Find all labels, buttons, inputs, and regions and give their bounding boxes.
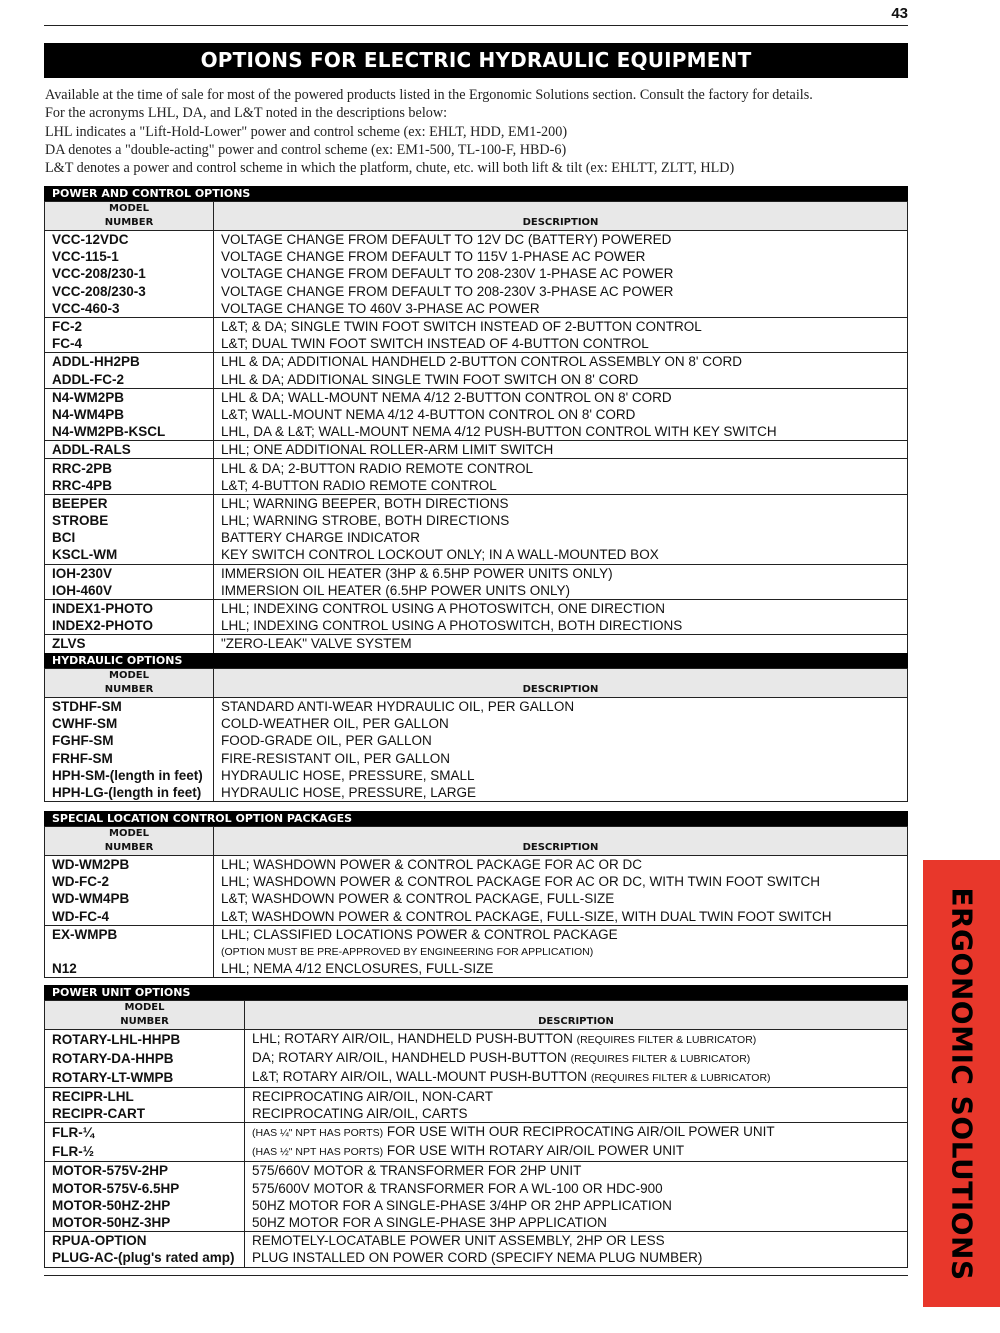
- model-number-cell: VCC-460-3: [45, 300, 214, 318]
- description-text: HYDRAULIC HOSE, PRESSURE, SMALL: [221, 767, 475, 783]
- description-cell: [214, 283, 908, 300]
- table-row: [45, 388, 908, 406]
- description-text: L&T; DUAL TWIN FOOT SWITCH INSTEAD OF 4-BUTTON CONTROL: [221, 336, 649, 352]
- description-text: VOLTAGE CHANGE FROM DEFAULT TO 115V 1-PHASE AC POWER: [221, 249, 646, 265]
- description-cell: [214, 423, 908, 441]
- section-power-control-options: [44, 186, 908, 654]
- model-number-cell: WD-WM2PB: [45, 856, 214, 874]
- description-cell: [245, 1232, 908, 1250]
- table-row: [45, 784, 908, 802]
- table-row: [45, 635, 908, 653]
- table-header-row: [45, 1001, 908, 1030]
- table-row: [45, 423, 908, 441]
- model-header-line: MODEL: [109, 203, 149, 214]
- description-cell: [214, 564, 908, 582]
- table-row: [45, 335, 908, 353]
- description-cell: [214, 265, 908, 282]
- description-text: STANDARD ANTI-WEAR HYDRAULIC OIL, PER GALLON: [221, 699, 575, 715]
- model-number-cell: RPUA-OPTION: [45, 1232, 245, 1250]
- side-tab: [923, 860, 1000, 1307]
- description-cell: [214, 441, 908, 459]
- table-row: [45, 1197, 908, 1214]
- model-number-cell: VCC-12VDC: [45, 231, 214, 249]
- model-header-line: NUMBER: [104, 684, 154, 695]
- intro-text: [45, 86, 915, 177]
- model-number-cell: FLR-¼: [45, 1123, 245, 1143]
- section-header: POWER UNIT OPTIONS: [44, 985, 908, 1000]
- section-special-location-packages: [44, 811, 908, 978]
- description-text: L&T; ROTARY AIR/OIL, WALL-MOUNT PUSH-BUTTON: [252, 1069, 588, 1084]
- table-row: [45, 715, 908, 732]
- table-row: [45, 1105, 908, 1123]
- table-row: [45, 406, 908, 423]
- table-header-row: [45, 669, 908, 698]
- intro-line: For the acronyms LHL, DA, and L&T noted in the descriptions below:: [45, 105, 448, 122]
- model-number-cell: RECIPR-CART: [45, 1105, 245, 1123]
- model-header-line: NUMBER: [104, 842, 154, 853]
- description-text: LHL; INDEXING CONTROL USING A PHOTOSWITCH, BOTH DIRECTIONS: [221, 618, 683, 634]
- model-number-header: [45, 202, 214, 231]
- options-table: [44, 668, 908, 802]
- model-number-cell: ROTARY-DA-HHPB: [45, 1049, 245, 1068]
- description-text: LHL; CLASSIFIED LOCATIONS POWER & CONTROL PACKAGE: [221, 926, 618, 942]
- description-cell: [245, 1162, 908, 1180]
- description-cell: [214, 512, 908, 529]
- table-row: [45, 960, 908, 978]
- table-row: [45, 248, 908, 265]
- table-row: [45, 512, 908, 529]
- section-header: SPECIAL LOCATION CONTROL OPTION PACKAGES: [44, 811, 908, 826]
- model-number-cell: HPH-LG-(length in feet): [45, 784, 214, 802]
- description-cell: [214, 908, 908, 926]
- table-row: [45, 494, 908, 512]
- table-row: [45, 582, 908, 600]
- description-header: DESCRIPTION: [214, 827, 908, 856]
- description-text: (OPTION MUST BE PRE-APPROVED BY ENGINEERING FOR APPLICATION): [221, 945, 594, 958]
- description-text: LHL; WARNING BEEPER, BOTH DIRECTIONS: [221, 495, 509, 511]
- description-cell: [214, 335, 908, 353]
- intro-line: DA denotes a "double-acting" power and control scheme (ex: EM1-500, TL-100-F, HBD-6): [45, 141, 567, 158]
- model-number-cell: ROTARY-LT-WMPB: [45, 1068, 245, 1088]
- model-number-cell: PLUG-AC-(plug's rated amp): [45, 1249, 245, 1267]
- description-cell: [214, 546, 908, 564]
- description-cell: [214, 767, 908, 784]
- table-row: [45, 943, 908, 960]
- table-row: [45, 1068, 908, 1088]
- description-text: LHL; WASHDOWN POWER & CONTROL PACKAGE FOR AC OR DC, WITH TWIN FOOT SWITCH: [221, 874, 821, 890]
- description-cell: [245, 1142, 908, 1162]
- table-row: [45, 925, 908, 943]
- description-text: L&T; WALL-MOUNT NEMA 4/12 4-BUTTON CONTROL ON 8' CORD: [221, 406, 636, 422]
- options-table: [44, 201, 908, 654]
- model-number-cell: N4-WM4PB: [45, 406, 214, 423]
- model-number-cell: WD-FC-2: [45, 873, 214, 890]
- description-text: 50HZ MOTOR FOR A SINGLE-PHASE 3/4HP OR 2HP APPLICATION: [252, 1197, 672, 1213]
- model-number-cell: FLR-½: [45, 1142, 245, 1162]
- description-text: VOLTAGE CHANGE FROM DEFAULT TO 12V DC (BATTERY) POWERED: [221, 232, 672, 248]
- table-row: [45, 1232, 908, 1250]
- description-header: DESCRIPTION: [214, 669, 908, 698]
- description-text: HYDRAULIC HOSE, PRESSURE, LARGE: [221, 785, 477, 801]
- description-cell: [214, 494, 908, 512]
- intro-line: Available at the time of sale for most of the powered products listed in the Ergonomic Solutions section. Consult the factory for details.: [45, 87, 813, 103]
- description-text: FOOD-GRADE OIL, PER GALLON: [221, 733, 432, 749]
- table-row: [45, 750, 908, 767]
- table-row: [45, 856, 908, 874]
- port-size-note: (HAS ½" NPT HAS PORTS): [252, 1146, 384, 1159]
- table-row: [45, 564, 908, 582]
- table-row: [45, 599, 908, 617]
- description-cell: [214, 248, 908, 265]
- model-number-cell: ADDL-HH2PB: [45, 353, 214, 371]
- table-row: [45, 873, 908, 890]
- table-header-row: [45, 827, 908, 856]
- model-number-cell: KSCL-WM: [45, 546, 214, 564]
- description-text: VOLTAGE CHANGE FROM DEFAULT TO 208-230V 3-PHASE AC POWER: [221, 283, 674, 299]
- table-row: [45, 283, 908, 300]
- model-header-line: NUMBER: [120, 1016, 169, 1027]
- model-number-cell: MOTOR-575V-6.5HP: [45, 1180, 245, 1197]
- description-text: L&T; & DA; SINGLE TWIN FOOT SWITCH INSTEAD OF 2-BUTTON CONTROL: [221, 319, 702, 335]
- table-row: [45, 732, 908, 749]
- description-cell: [214, 477, 908, 495]
- model-number-cell: IOH-230V: [45, 564, 214, 582]
- port-size-note: (HAS ¼" NPT HAS PORTS): [252, 1127, 384, 1140]
- description-cell: [214, 925, 908, 943]
- table-row: [45, 890, 908, 907]
- model-number-cell: EX-WMPB: [45, 925, 214, 943]
- description-header: DESCRIPTION: [245, 1001, 908, 1030]
- description-text: VOLTAGE CHANGE FROM DEFAULT TO 208-230V 1-PHASE AC POWER: [221, 266, 674, 282]
- description-cell: [214, 599, 908, 617]
- model-number-cell: ADDL-RALS: [45, 441, 214, 459]
- page-number: 43: [891, 5, 908, 22]
- description-text: 575/600V MOTOR & TRANSFORMER FOR A WL-100 OR HDC-900: [252, 1180, 663, 1196]
- description-cell: [214, 231, 908, 249]
- model-number-cell: ZLVS: [45, 635, 214, 653]
- description-text: L&T; 4-BUTTON RADIO REMOTE CONTROL: [221, 477, 497, 493]
- options-table: [44, 1000, 908, 1268]
- table-row: [45, 1088, 908, 1106]
- model-number-cell: WD-FC-4: [45, 908, 214, 926]
- model-header-line: NUMBER: [104, 217, 154, 228]
- description-cell: [214, 750, 908, 767]
- description-cell: [245, 1249, 908, 1267]
- description-cell: [214, 784, 908, 802]
- model-number-header: [45, 669, 214, 698]
- options-table: [44, 826, 908, 978]
- table-row: [45, 617, 908, 635]
- model-number-cell: ROTARY-LHL-HHPB: [45, 1030, 245, 1050]
- table-row: [45, 459, 908, 477]
- description-text: FOR USE WITH ROTARY AIR/OIL POWER UNIT: [386, 1143, 685, 1159]
- table-row: [45, 908, 908, 926]
- requirement-note: (REQUIRES FILTER & LUBRICATOR): [576, 1034, 757, 1046]
- section-hydraulic-options: [44, 653, 908, 802]
- model-number-cell: CWHF-SM: [45, 715, 214, 732]
- model-number-cell: INDEX1-PHOTO: [45, 599, 214, 617]
- table-row: [45, 1214, 908, 1232]
- description-text: LHL; ONE ADDITIONAL ROLLER-ARM LIMIT SWITCH: [221, 442, 554, 458]
- table-row: [45, 371, 908, 389]
- description-cell: [245, 1105, 908, 1123]
- model-header-line: MODEL: [109, 828, 149, 839]
- description-text: "ZERO-LEAK" VALVE SYSTEM: [221, 636, 412, 652]
- description-text: LHL, DA & L&T; WALL-MOUNT NEMA 4/12 PUSH-BUTTON CONTROL WITH KEY SWITCH: [221, 424, 777, 440]
- description-text: LHL; WARNING STROBE, BOTH DIRECTIONS: [221, 513, 510, 529]
- model-number-cell: IOH-460V: [45, 582, 214, 600]
- description-cell: [245, 1214, 908, 1232]
- description-cell: [214, 300, 908, 318]
- model-number-cell: VCC-208/230-3: [45, 283, 214, 300]
- description-text: L&T; WASHDOWN POWER & CONTROL PACKAGE, FULL-SIZE, WITH DUAL TWIN FOOT SWITCH: [221, 908, 832, 924]
- model-number-cell: MOTOR-50HZ-2HP: [45, 1197, 245, 1214]
- table-row: [45, 1049, 908, 1068]
- table-row: [45, 1180, 908, 1197]
- description-cell: [214, 960, 908, 978]
- intro-line: LHL indicates a "Lift-Hold-Lower" power and control scheme (ex: EHLT, HDD, EM1-200): [45, 123, 568, 140]
- description-text: LHL; WASHDOWN POWER & CONTROL PACKAGE FOR AC OR DC: [221, 857, 643, 873]
- table-row: [45, 1030, 908, 1050]
- description-text: FOR USE WITH OUR RECIPROCATING AIR/OIL POWER UNIT: [386, 1124, 775, 1140]
- description-cell: [245, 1088, 908, 1106]
- section-header: HYDRAULIC OPTIONS: [44, 653, 908, 668]
- table-row: [45, 1249, 908, 1267]
- description-cell: [214, 715, 908, 732]
- description-cell: [245, 1030, 908, 1050]
- description-text: 50HZ MOTOR FOR A SINGLE-PHASE 3HP APPLICATION: [252, 1215, 607, 1231]
- description-text: KEY SWITCH CONTROL LOCKOUT ONLY; IN A WALL-MOUNTED BOX: [221, 547, 659, 563]
- bottom-rule: [44, 1275, 908, 1276]
- model-number-cell: RRC-4PB: [45, 477, 214, 495]
- description-cell: [214, 856, 908, 874]
- table-row: [45, 1142, 908, 1162]
- model-number-cell: N4-WM2PB: [45, 388, 214, 406]
- model-number-cell: HPH-SM-(length in feet): [45, 767, 214, 784]
- description-cell: [214, 617, 908, 635]
- description-cell: [245, 1180, 908, 1197]
- model-number-cell: RRC-2PB: [45, 459, 214, 477]
- table-row: [45, 265, 908, 282]
- description-text: IMMERSION OIL HEATER (6.5HP POWER UNITS ONLY): [221, 582, 571, 598]
- model-header-line: MODEL: [109, 670, 149, 681]
- description-text: PLUG INSTALLED ON POWER CORD (SPECIFY NEMA PLUG NUMBER): [252, 1250, 703, 1266]
- top-rule: [44, 25, 908, 26]
- description-text: LHL & DA; ADDITIONAL HANDHELD 2-BUTTON CONTROL ASSEMBLY ON 8' CORD: [221, 354, 742, 370]
- table-row: [45, 529, 908, 546]
- description-text: DA; ROTARY AIR/OIL, HANDHELD PUSH-BUTTON: [252, 1050, 567, 1065]
- model-number-cell: FC-4: [45, 335, 214, 353]
- model-number-cell: N4-WM2PB-KSCL: [45, 423, 214, 441]
- description-text: LHL; NEMA 4/12 ENCLOSURES, FULL-SIZE: [221, 961, 494, 977]
- description-cell: [214, 890, 908, 907]
- table-row: [45, 441, 908, 459]
- page-title: OPTIONS FOR ELECTRIC HYDRAULIC EQUIPMENT: [44, 43, 908, 78]
- intro-line: L&T denotes a power and control scheme in which the platform, chute, etc. will both lift & tilt (ex: EHLTT, ZLTT, HLD): [45, 160, 735, 177]
- model-number-header: [45, 1001, 245, 1030]
- table-row: [45, 300, 908, 318]
- model-number-header: [45, 827, 214, 856]
- model-number-cell: RECIPR-LHL: [45, 1088, 245, 1106]
- model-number-cell: BCI: [45, 529, 214, 546]
- model-number-cell: WD-WM4PB: [45, 890, 214, 907]
- table-row: [45, 353, 908, 371]
- description-text: REMOTELY-LOCATABLE POWER UNIT ASSEMBLY, 2HP OR LESS: [252, 1233, 665, 1249]
- description-cell: [245, 1049, 908, 1068]
- model-number-cell: MOTOR-575V-2HP: [45, 1162, 245, 1180]
- model-number-cell: STROBE: [45, 512, 214, 529]
- description-cell: [214, 371, 908, 389]
- description-header: DESCRIPTION: [214, 202, 908, 231]
- description-cell: [245, 1123, 908, 1143]
- description-text: LHL & DA; ADDITIONAL SINGLE TWIN FOOT SWITCH ON 8' CORD: [221, 371, 639, 387]
- description-cell: [214, 388, 908, 406]
- model-number-cell: STDHF-SM: [45, 698, 214, 716]
- description-text: LHL & DA; WALL-MOUNT NEMA 4/12 2-BUTTON CONTROL ON 8' CORD: [221, 389, 672, 405]
- table-row: [45, 1162, 908, 1180]
- requirement-note: (REQUIRES FILTER & LUBRICATOR): [590, 1072, 771, 1084]
- section-power-unit-options: [44, 985, 908, 1268]
- model-number-cell: ADDL-FC-2: [45, 371, 214, 389]
- table-row: [45, 1123, 908, 1143]
- description-text: RECIPROCATING AIR/OIL, NON-CART: [252, 1089, 494, 1105]
- description-cell: [214, 317, 908, 335]
- model-number-cell: FRHF-SM: [45, 750, 214, 767]
- model-header-line: MODEL: [124, 1002, 165, 1013]
- model-number-cell: MOTOR-50HZ-3HP: [45, 1214, 245, 1232]
- description-cell: [214, 582, 908, 600]
- model-number-cell: BEEPER: [45, 494, 214, 512]
- requirement-note: (REQUIRES FILTER & LUBRICATOR): [570, 1053, 751, 1065]
- description-text: COLD-WEATHER OIL, PER GALLON: [221, 716, 449, 732]
- description-text: BATTERY CHARGE INDICATOR: [221, 530, 421, 546]
- description-text: LHL & DA; 2-BUTTON RADIO REMOTE CONTROL: [221, 460, 534, 476]
- description-text: VOLTAGE CHANGE TO 460V 3-PHASE AC POWER: [221, 300, 540, 316]
- description-cell: [214, 943, 908, 960]
- table-header-row: [45, 202, 908, 231]
- table-row: [45, 477, 908, 495]
- description-text: LHL; ROTARY AIR/OIL, HANDHELD PUSH-BUTTON: [252, 1031, 573, 1046]
- description-cell: [214, 459, 908, 477]
- description-cell: [214, 732, 908, 749]
- description-cell: [214, 635, 908, 653]
- description-cell: [214, 698, 908, 716]
- description-text: FIRE-RESISTANT OIL, PER GALLON: [221, 750, 451, 766]
- model-number-cell: VCC-115-1: [45, 248, 214, 265]
- description-cell: [214, 873, 908, 890]
- model-number-cell: VCC-208/230-1: [45, 265, 214, 282]
- description-text: L&T; WASHDOWN POWER & CONTROL PACKAGE, FULL-SIZE: [221, 891, 615, 907]
- model-number-cell: N12: [45, 960, 214, 978]
- description-cell: [214, 406, 908, 423]
- table-row: [45, 317, 908, 335]
- model-number-cell: INDEX2-PHOTO: [45, 617, 214, 635]
- table-row: [45, 231, 908, 249]
- section-header: POWER AND CONTROL OPTIONS: [44, 186, 908, 201]
- description-cell: [245, 1068, 908, 1088]
- description-cell: [214, 353, 908, 371]
- table-row: [45, 698, 908, 716]
- description-cell: [245, 1197, 908, 1214]
- description-text: IMMERSION OIL HEATER (3HP & 6.5HP POWER UNITS ONLY): [221, 565, 613, 581]
- model-number-cell: FC-2: [45, 317, 214, 335]
- table-row: [45, 546, 908, 564]
- table-row: [45, 767, 908, 784]
- description-text: RECIPROCATING AIR/OIL, CARTS: [252, 1106, 468, 1122]
- model-number-cell: FGHF-SM: [45, 732, 214, 749]
- description-text: LHL; INDEXING CONTROL USING A PHOTOSWITCH, ONE DIRECTION: [221, 601, 666, 617]
- model-number-cell: [45, 943, 214, 960]
- side-tab-label: ERGONOMIC SOLUTIONS: [945, 886, 978, 1281]
- description-text: 575/660V MOTOR & TRANSFORMER FOR 2HP UNIT: [252, 1163, 582, 1179]
- description-cell: [214, 529, 908, 546]
